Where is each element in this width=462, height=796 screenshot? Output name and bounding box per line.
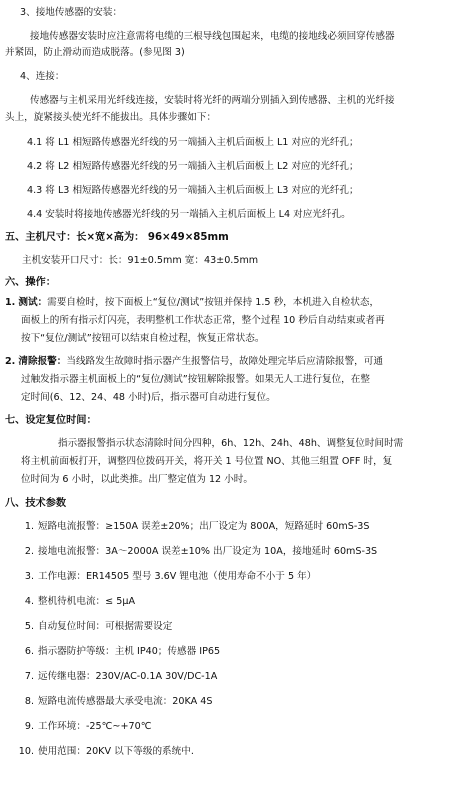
section-6-item-2-text-1: 当线路发生故障时指示器产生报警信号，故障处理完毕后应清除报警，可通 — [66, 356, 383, 367]
section-6-item-1-line-1 — [5, 296, 379, 310]
section-8-heading: 八、技术参数 — [5, 498, 67, 509]
spec-item-text: 短路电流传感器最大承受电流：20KA 4S — [38, 696, 213, 707]
spec-item-text: 工作电源：ER14505 型号 3.6V 锂电池（使用寿命不小于 5 年） — [38, 571, 317, 582]
section-4-heading: 4、连接： — [20, 71, 65, 82]
spec-item-number: 8. — [24, 696, 34, 707]
spec-item-text: 接地电流报警：3A～2000A 误差±10% 出厂设定为 10A，接地延时 60mS-3S — [38, 546, 378, 557]
section-6-item-2-line-3: 定时间(6、12、24、48 小时)后，指示器可自动进行复位。 — [21, 392, 276, 403]
spec-item — [18, 545, 377, 559]
spec-item — [18, 720, 151, 734]
section-4-para-line-2: 头上，旋紧接头使光纤不能拔出。具体步骤如下： — [5, 112, 217, 123]
spec-item — [18, 745, 194, 759]
section-4-step-1: 4.1 将 L1 相短路传感器光纤线的另一端插入主机后面板上 L1 对应的光纤孔； — [27, 137, 359, 148]
spec-item-text: 远传继电器：230V/AC-0.1A 30V/DC-1A — [38, 671, 218, 682]
section-6-item-1-number: 1. — [5, 297, 16, 308]
spec-item-number: 10. — [18, 746, 34, 757]
section-7-line-3: 位时间为 6 小时，以此类推。出厂整定值为 12 小时。 — [21, 474, 253, 485]
spec-item-number: 2. — [24, 546, 34, 557]
section-4-para-line-1: 传感器与主机采用光纤线连接，安装时将光纤的两端分别插入到传感器、主机的光纤接 — [30, 95, 395, 106]
section-4-step-4: 4.4 安装时将接地传感器光纤线的另一端插入主机后面板上 L4 对应光纤孔。 — [27, 209, 351, 220]
spec-item-text: 整机待机电流：≤ 5μA — [38, 596, 136, 607]
spec-item-number: 6. — [24, 646, 34, 657]
section-3-para-line-2: 并紧固，防止滑动而造成脱落。(参见图 3) — [5, 47, 185, 58]
spec-item-number: 4. — [24, 596, 34, 607]
section-7-line-1: 指示器报警指示状态清除时间分四种，6h、12h、24h、48h、调整复位时间时需 — [58, 438, 404, 449]
spec-item-text: 使用范围：20KV 以下等级的系统中. — [38, 746, 194, 757]
section-7-heading: 七、设定复位时间： — [5, 415, 97, 426]
spec-item-text: 工作环境：-25℃~+70℃ — [38, 721, 152, 732]
spec-item — [18, 670, 217, 684]
spec-item-number: 5. — [24, 621, 34, 632]
section-3-heading: 3、接地传感器的安装： — [20, 7, 123, 18]
section-6-item-2-line-2: 过触发指示器主机面板上的“复位/测试”按钮解除报警。如果无人工进行复位，在整 — [21, 374, 370, 385]
spec-item-text: 自动复位时间：可根据需要设定 — [38, 621, 173, 632]
section-6-heading: 六、操作： — [5, 277, 56, 288]
spec-item-number: 7. — [24, 671, 34, 682]
section-7-line-2: 将主机前面板打开，调整四位拨码开关，将开关 1 号位置 NO、其他三组置 OFF 时，复 — [21, 456, 393, 467]
section-6-item-1-title: 测试： — [18, 297, 48, 308]
section-3-para-line-1: 接地传感器安装时应注意需将电缆的三根导线包围起来，电缆的接地线必须回穿传感器 — [30, 31, 395, 42]
section-5-heading: 五、主机尺寸：长×宽×高为： 96×49×85mm — [5, 232, 229, 243]
spec-item — [18, 695, 212, 709]
section-6-item-2-line-1 — [5, 355, 383, 369]
section-6-item-1-text-1: 需要自检时，按下面板上“复位/测试”按钮并保持 1.5 秒，本机进入自检状态， — [47, 297, 380, 308]
spec-item — [18, 620, 172, 634]
section-6-item-2-title: 清除报警： — [18, 356, 67, 367]
section-6-item-1-line-2: 面板上的所有指示灯闪亮，表明整机工作状态正常，整个过程 10 秒后自动结束或者再 — [21, 315, 385, 326]
spec-item — [18, 520, 369, 534]
spec-item — [18, 570, 316, 584]
spec-item-number: 3. — [24, 571, 34, 582]
section-4-step-2: 4.2 将 L2 相短路传感器光纤线的另一端插入主机后面板上 L2 对应的光纤孔； — [27, 161, 359, 172]
spec-item-number: 1. — [24, 521, 34, 532]
section-5-cutout-size: 主机安装开口尺寸：长：91±0.5mm 宽：43±0.5mm — [22, 255, 259, 266]
section-6-item-1-line-3: 按下“复位/测试”按钮可以结束自检过程，恢复正常状态。 — [21, 333, 265, 344]
section-4-step-3: 4.3 将 L3 相短路传感器光纤线的另一端插入主机后面板上 L3 对应的光纤孔； — [27, 185, 359, 196]
spec-item — [18, 645, 220, 659]
spec-item-text: 短路电流报警：≥150A 误差±20%；出厂设定为 800A，短路延时 60mS-3S — [38, 521, 370, 532]
spec-item-number: 9. — [24, 721, 34, 732]
spec-item-text: 指示器防护等级：主机 IP40；传感器 IP65 — [38, 646, 221, 657]
section-6-item-2-number: 2. — [5, 356, 16, 367]
spec-item — [18, 595, 135, 609]
